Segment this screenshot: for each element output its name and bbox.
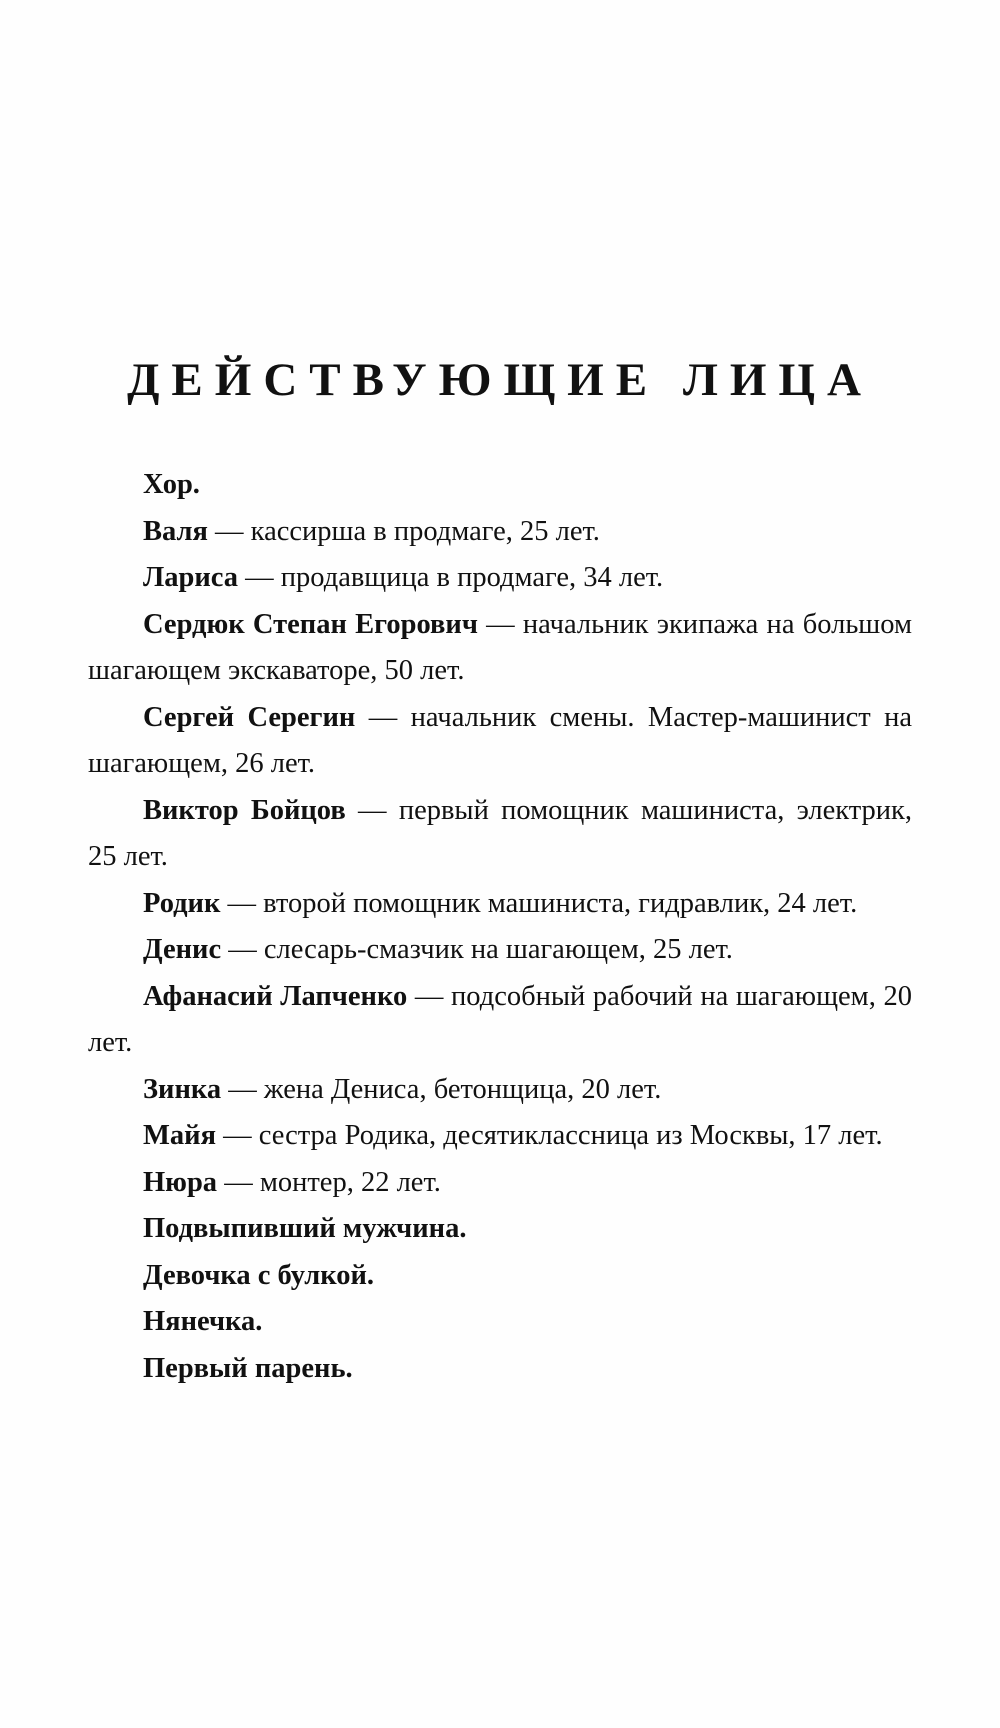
character-name: Нянечка. bbox=[143, 1306, 263, 1337]
character-description: — продавщица в продмаге, 34 лет. bbox=[238, 562, 664, 593]
cast-entry bbox=[88, 1253, 912, 1300]
character-description: — сестра Родика, десятиклассница из Москвы, 17 лет. bbox=[216, 1120, 883, 1151]
character-name: Валя bbox=[143, 515, 208, 547]
cast-entry bbox=[88, 1299, 912, 1346]
cast-entry bbox=[88, 788, 912, 881]
character-description: — второй помощник машиниста, гидравлик, 24 лет. bbox=[220, 887, 858, 919]
cast-entry bbox=[88, 1067, 912, 1114]
character-name: Виктор Бойцов bbox=[143, 794, 346, 826]
cast-entry bbox=[88, 881, 912, 928]
character-name: Родик bbox=[143, 887, 221, 919]
cast-entry bbox=[88, 1346, 912, 1393]
cast-list bbox=[88, 462, 912, 1392]
character-description: — начальник экипажа на большом шагающем экскаваторе, 50 лет. bbox=[88, 608, 912, 686]
cast-entry bbox=[88, 1113, 912, 1160]
cast-entry bbox=[88, 927, 912, 974]
character-name: Лариса bbox=[143, 562, 239, 593]
character-description: — монтер, 22 лет. bbox=[217, 1166, 441, 1198]
cast-entry bbox=[88, 974, 912, 1067]
character-name: Подвыпивший мужчина. bbox=[143, 1213, 467, 1244]
character-name: Зинка bbox=[143, 1073, 222, 1105]
character-name: Сердюк Степан Егорович bbox=[143, 608, 478, 640]
cast-entry bbox=[88, 509, 912, 556]
character-description: — жена Дениса, бетонщица, 20 лет. bbox=[221, 1073, 662, 1105]
character-description: — первый помощник машиниста, электрик, 25 лет. bbox=[88, 794, 912, 872]
character-name: Денис bbox=[143, 934, 222, 965]
page-heading: ДЕЙСТВУЮЩИЕ ЛИЦА bbox=[127, 354, 873, 406]
character-description: — начальник смены. Мастер-машинист на шагающем, 26 лет. bbox=[88, 701, 912, 779]
cast-entry bbox=[88, 1160, 912, 1207]
character-name: Афанасий Лапченко bbox=[143, 980, 408, 1012]
character-name: Нюра bbox=[143, 1166, 218, 1198]
cast-entry bbox=[88, 462, 912, 509]
character-description: — кассирша в продмаге, 25 лет. bbox=[207, 515, 600, 547]
cast-entry bbox=[88, 695, 912, 788]
character-name: Девочка с булкой. bbox=[143, 1259, 375, 1291]
character-description: — подсобный рабочий на шагающем, 20 лет. bbox=[88, 980, 912, 1058]
character-name: Майя bbox=[143, 1120, 216, 1151]
character-name: Первый парень. bbox=[143, 1352, 353, 1384]
character-description: — слесарь-смазчик на шагающем, 25 лет. bbox=[221, 934, 733, 965]
cast-entry bbox=[88, 1206, 912, 1253]
cast-entry bbox=[88, 602, 912, 695]
character-name: Сергей Серегин bbox=[143, 701, 356, 733]
character-name: Хор. bbox=[143, 469, 200, 500]
cast-entry bbox=[88, 555, 912, 602]
